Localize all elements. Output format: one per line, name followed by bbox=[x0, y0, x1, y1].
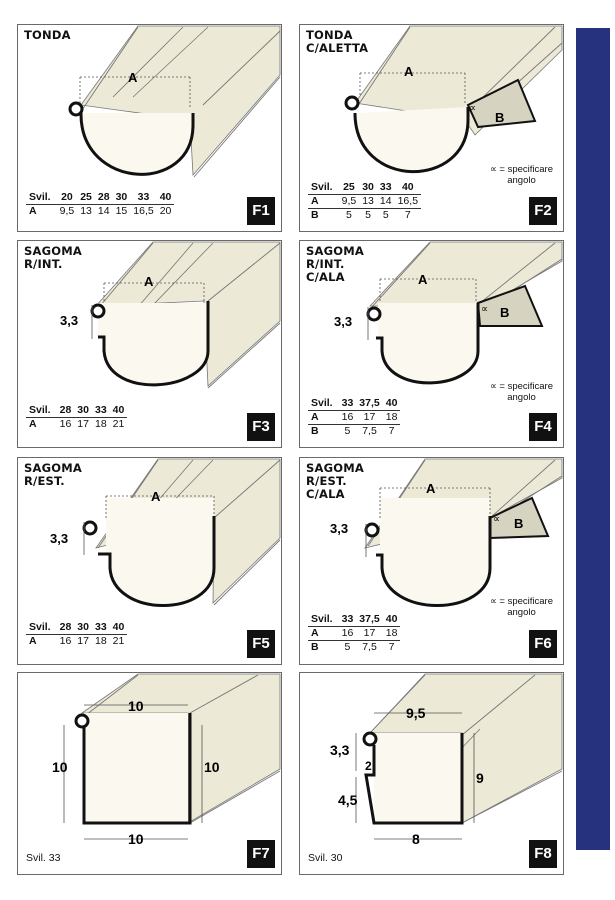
dim-a-label: A bbox=[128, 70, 138, 85]
svil-value: 40 bbox=[112, 621, 125, 633]
svil-value: 30 bbox=[115, 191, 128, 203]
svil-label: Svil. bbox=[29, 191, 51, 203]
panel-title: TONDA C/ALETTA bbox=[306, 28, 369, 55]
row-value: 16 bbox=[57, 635, 75, 649]
row-label: A bbox=[26, 205, 57, 219]
spec-table bbox=[308, 181, 421, 222]
dim-low-label: 4,5 bbox=[338, 792, 358, 808]
row-value: 5 bbox=[339, 209, 360, 223]
panel-f7 bbox=[17, 672, 282, 875]
dim-right-label: 9 bbox=[476, 770, 484, 786]
row-value: 5 bbox=[339, 425, 357, 439]
svil-value: 30 bbox=[77, 621, 89, 633]
svil-value: 20 bbox=[61, 191, 73, 203]
row-value: 13 bbox=[359, 195, 377, 209]
alpha-symbol: ∝ bbox=[481, 304, 489, 315]
dim-bottom-label: 8 bbox=[412, 831, 420, 847]
dim-left-label: 10 bbox=[52, 759, 68, 775]
row-value: 17 bbox=[356, 627, 382, 641]
row-value: 16,5 bbox=[130, 205, 156, 219]
row-value: 7,5 bbox=[356, 425, 382, 439]
dimension-row bbox=[26, 205, 174, 219]
panel-f5 bbox=[17, 457, 282, 665]
row-value: 16 bbox=[57, 418, 75, 432]
svil-value: 33 bbox=[341, 613, 354, 625]
svil-text: Svil. 33 bbox=[26, 852, 61, 864]
figure-badge: F3 bbox=[247, 413, 275, 441]
dim-h-label: 3,3 bbox=[330, 521, 349, 536]
spec-table bbox=[26, 621, 127, 648]
dim-bottom-label: 10 bbox=[128, 831, 144, 847]
svil-value: 30 bbox=[77, 404, 89, 416]
svil-value: 28 bbox=[59, 404, 72, 416]
panel-f1 bbox=[17, 24, 282, 232]
row-label: B bbox=[308, 209, 339, 223]
dim-h-label: 3,3 bbox=[330, 742, 350, 758]
row-value: 14 bbox=[95, 205, 113, 219]
dimension-row bbox=[308, 195, 421, 209]
spec-table bbox=[26, 191, 174, 218]
dimension-row bbox=[308, 641, 400, 655]
figure-badge: F7 bbox=[247, 840, 275, 868]
dimension-row bbox=[308, 627, 400, 641]
angle-note: ∝ = specificare angolo bbox=[489, 381, 553, 403]
svil-row bbox=[26, 191, 174, 205]
svil-value: 40 bbox=[385, 613, 398, 625]
svil-label: Svil. bbox=[311, 613, 333, 625]
svil-row bbox=[26, 621, 127, 635]
svil-row bbox=[308, 613, 400, 627]
dim-top-label: 9,5 bbox=[406, 705, 426, 721]
svil-value: 25 bbox=[80, 191, 92, 203]
row-value: 18 bbox=[383, 411, 401, 425]
figure-badge: F8 bbox=[529, 840, 557, 868]
svil-row bbox=[308, 397, 400, 411]
svil-value: 30 bbox=[362, 181, 374, 193]
row-value: 17 bbox=[356, 411, 382, 425]
svil-value: 33 bbox=[94, 404, 107, 416]
panel-title: SAGOMA R/EST. bbox=[24, 461, 82, 488]
spec-table bbox=[308, 613, 400, 654]
dim-b-label: B bbox=[500, 305, 510, 320]
alpha-symbol: ∝ bbox=[493, 514, 501, 525]
dim-step-label: 2 bbox=[365, 759, 372, 773]
svil-value: 37,5 bbox=[359, 397, 380, 409]
dim-b-label: B bbox=[514, 516, 524, 531]
row-value: 13 bbox=[77, 205, 95, 219]
svil-value: 33 bbox=[94, 621, 107, 633]
row-value: 7 bbox=[383, 425, 401, 439]
row-value: 18 bbox=[92, 418, 110, 432]
svil-value: 40 bbox=[112, 404, 125, 416]
svil-value: 28 bbox=[59, 621, 72, 633]
svil-value: 33 bbox=[379, 181, 392, 193]
row-label: A bbox=[308, 627, 339, 641]
svil-text: Svil. 30 bbox=[308, 852, 343, 864]
svil-value: 37,5 bbox=[359, 613, 380, 625]
spec-table bbox=[308, 397, 400, 438]
dim-a-label: A bbox=[144, 274, 154, 289]
svil-value: 25 bbox=[343, 181, 355, 193]
svil-row bbox=[26, 404, 127, 418]
alpha-symbol: ∝ bbox=[469, 103, 477, 114]
row-label: A bbox=[26, 635, 57, 649]
dim-b-label: B bbox=[495, 110, 505, 125]
svil-label: Svil. bbox=[29, 404, 51, 416]
row-value: 16 bbox=[339, 627, 357, 641]
row-value: 14 bbox=[377, 195, 395, 209]
dim-a-label: A bbox=[418, 272, 428, 287]
dim-h-label: 3,3 bbox=[334, 314, 353, 329]
dimension-row bbox=[26, 635, 127, 649]
dim-a-label: A bbox=[404, 64, 414, 79]
row-value: 16,5 bbox=[395, 195, 421, 209]
row-value: 20 bbox=[157, 205, 175, 219]
svil-label: Svil. bbox=[311, 181, 333, 193]
svil-value: 40 bbox=[385, 397, 398, 409]
svil-label: Svil. bbox=[311, 397, 333, 409]
row-label: B bbox=[308, 425, 339, 439]
panel-f8 bbox=[299, 672, 564, 875]
dimension-row bbox=[308, 425, 400, 439]
row-value: 5 bbox=[339, 641, 357, 655]
dim-a-label: A bbox=[426, 481, 436, 496]
dim-h-label: 3,3 bbox=[60, 313, 79, 328]
svil-value: 40 bbox=[401, 181, 414, 193]
row-value: 17 bbox=[74, 635, 92, 649]
row-label: A bbox=[26, 418, 57, 432]
row-value: 9,5 bbox=[57, 205, 78, 219]
svil-label: Svil. bbox=[29, 621, 51, 633]
svil-row bbox=[308, 181, 421, 195]
gutter-f8-drawing bbox=[300, 673, 563, 874]
panel-f4 bbox=[299, 240, 564, 448]
row-value: 17 bbox=[74, 418, 92, 432]
figure-badge: F1 bbox=[247, 197, 275, 225]
panel-f2 bbox=[299, 24, 564, 232]
figure-badge: F2 bbox=[529, 197, 557, 225]
figure-badge: F4 bbox=[529, 413, 557, 441]
svil-value: 28 bbox=[97, 191, 110, 203]
row-value: 21 bbox=[110, 418, 128, 432]
spec-table bbox=[26, 404, 127, 431]
dimension-row bbox=[26, 418, 127, 432]
row-label: A bbox=[308, 411, 339, 425]
row-value: 7 bbox=[395, 209, 421, 223]
dim-h-label: 3,3 bbox=[50, 531, 69, 546]
dimension-row bbox=[308, 209, 421, 223]
row-value: 7,5 bbox=[356, 641, 382, 655]
figure-badge: F6 bbox=[529, 630, 557, 658]
gutter-f7-drawing bbox=[18, 673, 281, 874]
blue-side-bar bbox=[576, 28, 610, 850]
angle-note: ∝ = specificare angolo bbox=[489, 596, 553, 618]
row-value: 18 bbox=[383, 627, 401, 641]
angle-note: ∝ = specificare angolo bbox=[489, 164, 553, 186]
svil-value: 33 bbox=[137, 191, 150, 203]
panel-f6 bbox=[299, 457, 564, 665]
dim-top-label: 10 bbox=[128, 698, 144, 714]
row-label: A bbox=[308, 195, 339, 209]
panel-f3 bbox=[17, 240, 282, 448]
panel-title: SAGOMA R/INT. bbox=[24, 244, 82, 271]
row-value: 9,5 bbox=[339, 195, 360, 209]
dim-a-label: A bbox=[151, 489, 161, 504]
svil-value: 40 bbox=[159, 191, 172, 203]
row-value: 5 bbox=[359, 209, 377, 223]
row-value: 5 bbox=[377, 209, 395, 223]
row-value: 15 bbox=[113, 205, 131, 219]
panel-title: TONDA bbox=[24, 28, 71, 42]
row-value: 16 bbox=[339, 411, 357, 425]
svil-value: 33 bbox=[341, 397, 354, 409]
row-label: B bbox=[308, 641, 339, 655]
row-value: 18 bbox=[92, 635, 110, 649]
row-value: 7 bbox=[383, 641, 401, 655]
dim-right-label: 10 bbox=[204, 759, 220, 775]
row-value: 21 bbox=[110, 635, 128, 649]
figure-badge: F5 bbox=[247, 630, 275, 658]
dimension-row bbox=[308, 411, 400, 425]
panel-title: SAGOMA R/INT. C/ALA bbox=[306, 244, 364, 284]
panel-title: SAGOMA R/EST. C/ALA bbox=[306, 461, 364, 501]
